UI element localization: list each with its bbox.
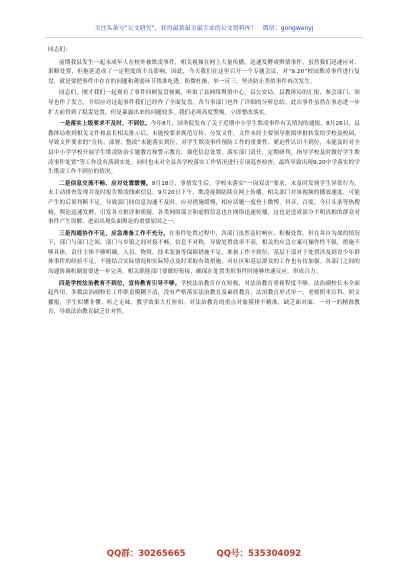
section-1-text: 今年8月，国务院发布了关于近期中小学生欺凌事件有关情况的通报，8月26日，县教体局收到相关文件和县长相关批示后，未能按要求规范宣传、分发文件，文件未经主要领导批阅审批转发给学校及校园，导致文件要求的“宣传、部署、整改”未能落实到位，对学生欺凌事件预防工作的重要性、紧迫性认识不到位，未能及时对全县中小学学校开展学生欺凌防治专题教育和警示教育，强化信息处置、落实部门责任，定期研判，指导学校及时做好学生欺凌事件处置”等工作没有落到实处。同时也未对全县各学校落实工作情况进行专项巡查检查，最终导致出现9.20中学落实的学生欺凌工作不到位的情况。	[48, 121, 360, 176]
intro-paragraph-2: 同志们，刚才我们一起观看了事件回顾复盘视频，听取了县网络舆情中心、县公安局、县教体局的汇报，参会部门、领导也作了发言，介绍应对这起事件我们已经作了全面复盘，各当事部门也作了详细的分析总结。此次事件虽然在事态进一步扩大前得到了稳妥处置，但是暴露出来的问题较多，我们必须高度警惕，立即整改落实。	[48, 90, 360, 116]
footer-qq-number: QQ号：535304092	[216, 549, 302, 559]
footer-contact	[0, 548, 408, 560]
greeting: 同志们：	[48, 47, 71, 53]
section-4	[48, 280, 360, 318]
section-2	[48, 180, 360, 228]
header-divider	[46, 37, 362, 38]
header-banner: 关注头条号“公文研究”，获得最新最全最专业的公文资料库！ 微信：gongwenyj	[94, 25, 314, 32]
section-1-heading: 一是落实上级要求不及时、不到位。	[59, 121, 151, 128]
section-3-text: 在事件处置过程中，各部门虽然及时响应、积极处置，但在各自为战的情况下，部门与部门之间、部门与乡镇之间对接不畅，信息不对称，导致处置效率不高，相关的应急方案可操作性不强，措施不够具体，责任主体不够明确。人员、物资、技术装备等保障措施不足，准备工作不到位，基层干部对于处置涉及到青少年群体事件的经验不足，不能结合实际情况和实际特点及时采取有效措施，对社区和基层群众的工作也有待加强。各部门之间的沟通协调机制需要进一步完善，相关职能部门要做好衔接，确保在处置类似事件时能够快速反应，形成合力。	[48, 230, 360, 276]
section-2-text: 9月18日，事情发生后，学校未落实“一岗双责”要求，未及时发现学生异常行为，未主动排查发现并及时报告欺凌线索信息。9月20日下午，欺凌视频陆续在网上传播，相关部门对该视频的播放速度、可能产生的后果判断不足，导致部门间信息沟通不及时，应对措施缓慢，相应话题一度登上微博、抖音、百度、今日头条等热搜榜，舆论迅速发酵，引发各方批评和质疑。各类网络谣言和虚假信息也在网络迅速传播，这也是造成部分不明真相的群众对事件产生误解、进而出现负面舆论的重要原因之一。	[48, 180, 360, 226]
section-3-heading: 三是沟通协作不足，应急准备工作不充分。	[59, 230, 170, 237]
document-body	[48, 46, 360, 534]
section-4-text: 学校法治教育存在短板，对法治教育重视程度不够，法治副校长未全面起作用，多数法治副校长工作职责模糊不清，没有严格落实法治教育及素质教育，法治教育形式单一，老师照本宣科、照文播报，学生似懂非懂、听之无味，教学效果大打折扣。对法治教育的重点对象摸排不精准，缺乏面对面、一对一的精准教育，导致法治教育缺乏针对性。	[48, 280, 360, 316]
intro-paragraph-1: 前期我县发生一起未成年人在校外被欺凌事件，相关视频在网上大量传播，迅速发酵成舆情事件，虽然我们迅速应对、果断处置，但拖延造成了一定程度的不良影响。因此，今天我们在这里召开一个专题会议，对“9.20”校园欺凌事件进行复盘，就是要把事件中存在的问题和薄弱环节找准吃透，防微杜渐，举一反三，坚决防止类似事件再次发生。	[48, 59, 360, 85]
footer-qq-group: QQ群：30265665	[106, 549, 186, 559]
section-4-heading: 四是学校法治教育不到位，宣传教育引导不够。	[59, 280, 181, 287]
section-2-heading: 二是信息交流不畅、应对处置缓慢。	[59, 180, 152, 187]
section-3	[48, 230, 360, 278]
section-1	[48, 120, 360, 178]
